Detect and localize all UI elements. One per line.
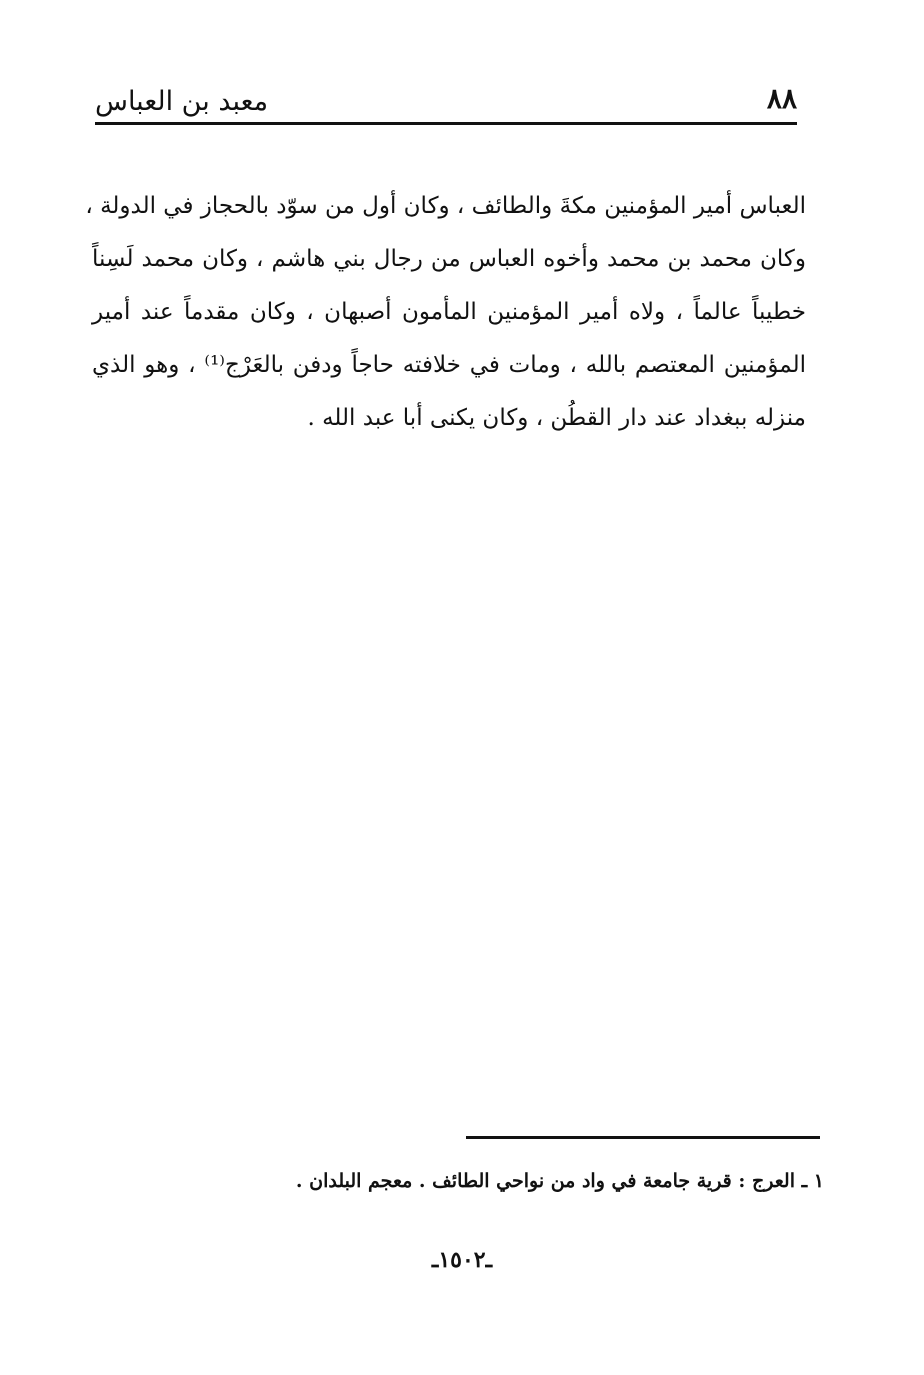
running-title: معبد بن العباس [95,86,269,117]
body-line: وكان محمد بن محمد وأخوه العباس من رجال بني هاشم ، وكان محمد لَسِناً [92,246,806,272]
footnote: ١ ـ العرج : قرية جامعة في واد من نواحي الطائف . معجم البلدان . [295,1170,824,1192]
header-page-number: ٨٨ [766,82,797,115]
body-line: خطيباً عالماً ، ولاه أمير المؤمنين المأمون أصبهان ، وكان مقدماً عند أمير [92,299,806,325]
body-line: المؤمنين المعتصم بالله ، ومات في خلافته حاجاً ودفن بالعَرْج⁽¹⁾ ، وهو الذي [92,352,806,378]
page-header [95,82,797,122]
body-line: العباس أمير المؤمنين مكةَ والطائف ، وكان أول من سوّد بالحجاز في الدولة ، [85,193,806,219]
header-rule [95,122,797,125]
body-paragraph [85,180,806,445]
body-line: منزله ببغداد عند دار القطُن ، وكان يكنى أبا عبد الله . [307,405,806,431]
footer-page-number: ـ١٥٠٢ـ [431,1247,493,1273]
footnote-rule [466,1136,820,1139]
